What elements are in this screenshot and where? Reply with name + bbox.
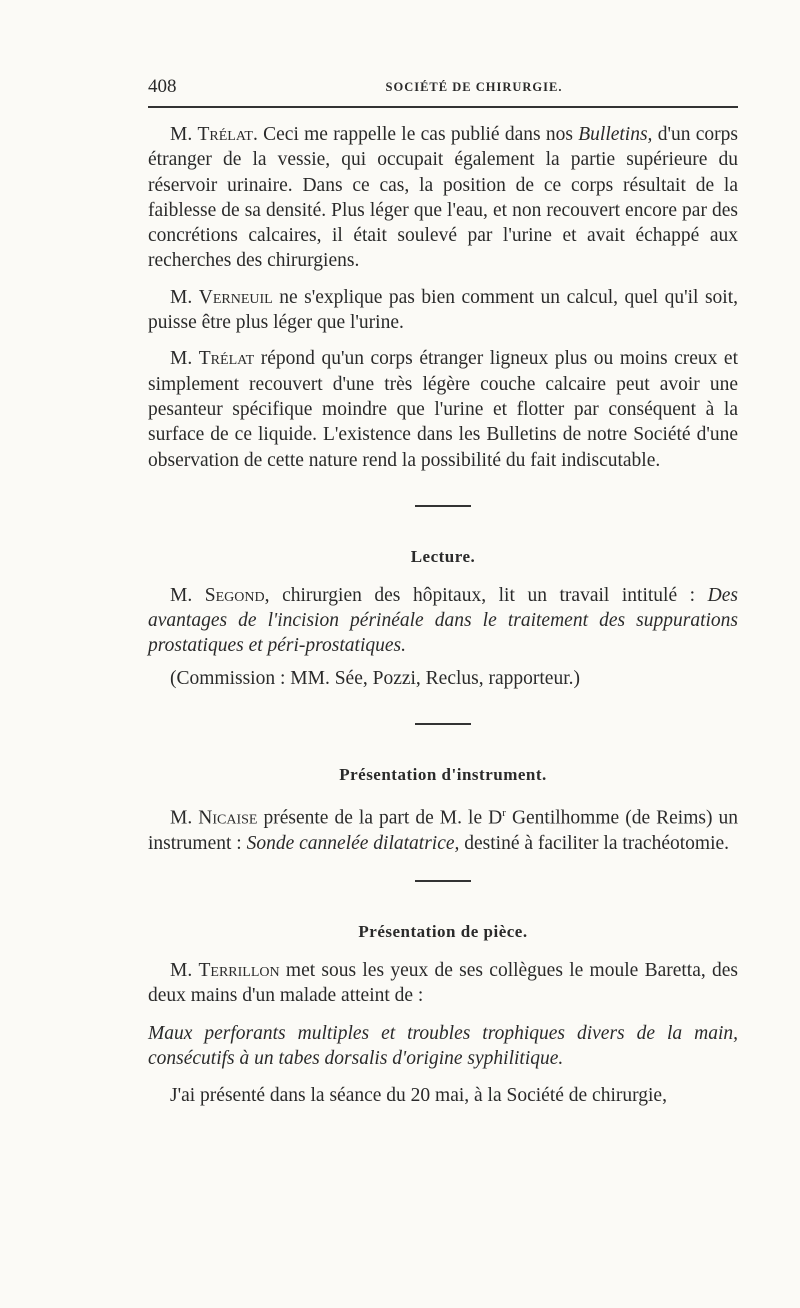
page-header [148,76,740,100]
commission-line: (Commission : MM. Sée, Pozzi, Reclus, rapporteur.) [170,667,580,689]
speaker-name: Nicaise [198,807,258,829]
italic-bulletins: Bulletins, [578,124,653,145]
section-heading-instrument: Présentation d'instrument. [339,765,547,785]
section-divider [415,723,471,725]
case-title: Maux perforants multiples et troubles trophiques divers de la main, consécutifs à un tabes dorsalis d'origine syphilitique. [148,1022,738,1070]
paragraph-text: chirurgien des hôpitaux, lit un travail intitulé : [282,584,696,606]
paragraph-nicaise [148,801,738,856]
paragraph-last-line: J'ai présenté dans la séance du 20 mai, à la Société de chirurgie, [170,1085,667,1107]
paragraph-verneuil [148,285,738,336]
speaker-prefix: M. [170,960,193,982]
speaker-prefix: M. [170,124,193,145]
paragraph-text: Ceci me rappelle le cas publié dans nos [263,124,573,145]
speaker-prefix: M. [170,584,193,606]
paragraph-text: Gentilhomme (de Reims) un instrument : [148,807,738,854]
page-body [148,122,738,1109]
speaker-name: Trélat [198,348,255,370]
paragraph-text: d'un corps étranger de la vessie, qui occupait également la partie supérieure du réservoir urinaire. Dans ce cas, la position de ce corps résultait de la faiblesse de sa densité. Plus léger que l'eau, et non recouvert encore par des concrétions calcaires, il était soulevé par l'urine et avait échappé aux recherches des chirurgiens. [148,124,738,272]
paragraph-terrillon [148,958,738,1009]
page-number: 408 [148,76,177,97]
superscript: r [502,807,506,820]
paragraph-text: destiné à faciliter la trachéotomie. [464,832,730,854]
section-divider [415,880,471,882]
speaker-name: Segond, [204,584,270,606]
header-rule [148,106,738,108]
speaker-name: Terrillon [198,960,280,982]
section-heading-lecture: Lecture. [410,546,476,566]
paragraph-text: répond qu'un corps étranger ligneux plus ou moins creux et simplement recouvert d'une très légère couche calcaire peut avoir une pesanteur spécifique moindre que l'urine et flotter par conséquent à la surface de ce liquide. L'existence dans les Bulletins de notre Société d'une observation de cette nature rend la possibilité du fait indiscutable. [148,348,738,471]
running-head: SOCIÉTÉ DE CHIRURGIE. [385,80,563,94]
speaker-prefix: M. [170,807,193,829]
paragraph-text: présente de la part de M. le D [263,807,503,829]
section-heading-piece: Présentation de pièce. [358,922,528,942]
paragraph-text: met sous les yeux de ses collègues le moule Baretta, des deux mains d'un malade atteint de : [148,960,739,1007]
speaker-name: Trélat. [197,124,258,145]
speaker-prefix: M. [170,286,193,308]
paragraph-text: ne s'explique pas bien comment un calcul, quel qu'il soit, puisse être plus léger que l'urine. [148,286,738,334]
instrument-name: Sonde cannelée dilatatrice, [246,832,460,854]
work-title: Des avantages de l'incision périnéale dans le traitement des suppurations prostatiques et péri-prostatiques. [148,584,738,657]
speaker-prefix: M. [170,348,193,370]
paragraph-trelat-2 [148,346,738,472]
paragraph-segond [148,583,738,659]
paragraph-trelat-1 [148,122,738,274]
section-divider [415,505,471,507]
speaker-name: Verneuil [198,286,273,308]
